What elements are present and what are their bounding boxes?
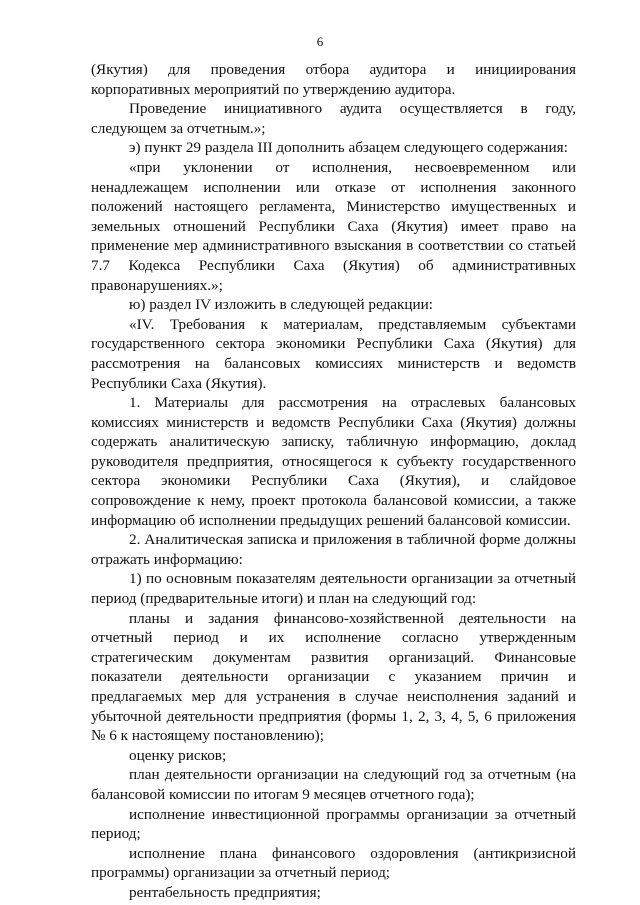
- paragraph-item-e: э) пункт 29 раздела III дополнить абзацем следующего содержания:: [129, 139, 568, 157]
- paragraph-item-yu: ю) раздел IV изложить в следующей редакции:: [129, 296, 433, 314]
- paragraph-risks: оценку рисков;: [129, 746, 227, 764]
- page-number: 6: [316, 34, 324, 49]
- paragraph-profitability: рентабельность предприятия;: [129, 883, 321, 901]
- paragraph-investment: исполнение инвестиционной программы организации за отчетный период;: [91, 805, 576, 843]
- paragraph-recovery-plan: исполнение плана финансового оздоровления (антикризисной программы) организации за отчетный период;: [91, 844, 576, 882]
- paragraph-point-2: 2. Аналитическая записка и приложения в табличной форме должны отражать информацию:: [91, 531, 576, 568]
- document-body: [91, 60, 576, 903]
- paragraph-subpoint-1: 1) по основным показателям деятельности организации за отчетный период (предварительные итоги) и план на следующий год:: [91, 570, 576, 608]
- paragraph-plans: планы и задания финансово-хозяйственной деятельности на отчетный период и их исполнение согласно утвержденным стратегическим документам развития организаций. Финансовые показатели деятельности организации с указанием причин и предлагаемых мер для устранения в случае неисполнения заданий и убыточной деятельности предприятия (формы 1, 2, 3, 4, 5, 6 приложения № 6 к настоящему постановлению);: [91, 609, 576, 745]
- paragraph-audit-year: Проведение инициативного аудита осуществляется в году, следующем за отчетным.»;: [91, 100, 576, 137]
- paragraph-next-year-plan: план деятельности организации на следующий год за отчетным (на балансовой комиссии по итогам 9 месяцев отчетного года);: [91, 766, 576, 803]
- paragraph-point-1: 1. Материалы для рассмотрения на отраслевых балансовых комиссиях министерств и ведомств Республики Саха (Якутия) должны содержать аналитическую записку, табличную информацию, доклад руководителя предприятия, относящегося к субъекту государственного сектора экономики Республики Саха (Якутия), и слайдовое сопровождение к нему, проект протокола балансовой комиссии, а также информацию об исполнении предыдущих решений балансовой комиссии.: [91, 394, 576, 529]
- paragraph-quote-evasion: «при уклонении от исполнения, несвоевременном или ненадлежащем исполнении или отказе от исполнения законного положений настоящего регламента, Министерство имущественных и земельных отношений Республики Саха (Якутия) имеет право на применение мер административного взыскания в соответствии со статьей 7.7 Кодекса Республики Саха (Якутия) об административных правонарушениях.»;: [91, 158, 576, 294]
- paragraph-section-iv: «IV. Требования к материалам, представляемым субъектами государственного сектора экономики Республики Саха (Якутия) для рассмотрения на балансовых комиссиях министерств и ведомств Республики Саха (Якутия).: [91, 315, 576, 392]
- paragraph-intro: (Якутия) для проведения отбора аудитора и инициирования корпоративных мероприятий по утверждению аудитора.: [91, 61, 576, 98]
